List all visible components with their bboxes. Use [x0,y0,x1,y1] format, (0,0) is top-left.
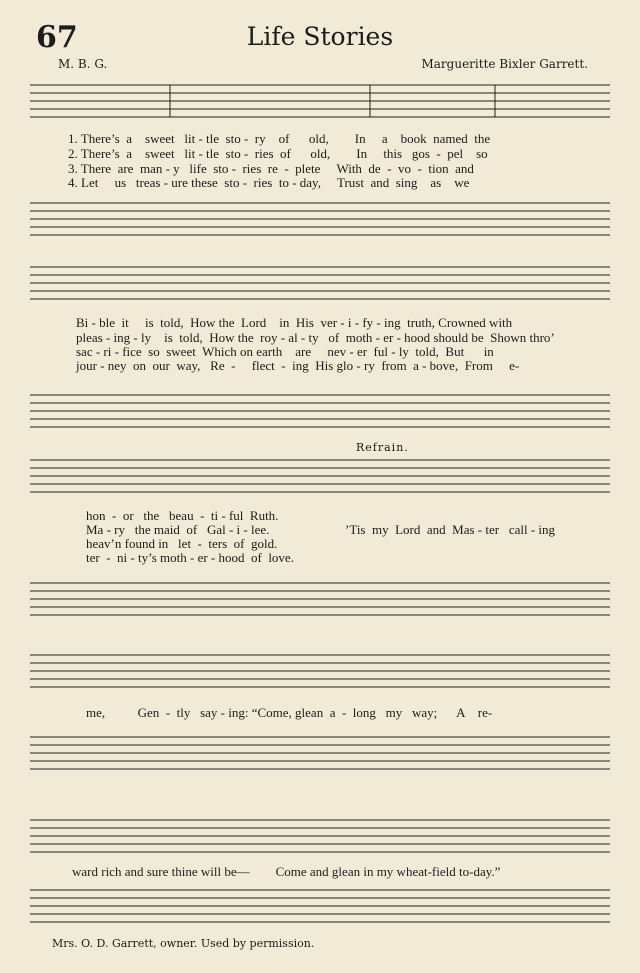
verse-1-line-1: 1. There’s a sweet lit - tle sto - ry of old, In a book named the [68,131,491,146]
treble-staff-4 [30,650,610,700]
verse-4-line-1: 4. Let us treas - ure these sto - ries to - day, Trust and sing as we [68,175,470,190]
verse-2-line-3: Ma - ry the maid of Gal - i - lee. [86,522,270,537]
verse-3-line-2: sac - ri - fice so sweet Which on earth are nev - er ful - ly told, But in [76,344,494,359]
refrain-line-3: ward rich and sure thine will be— Come and glean in my wheat-field to-day.” [72,864,501,879]
bass-staff-1 [30,198,610,243]
treble-staff-1 [30,80,610,130]
refrain-line-1: ’Tis my Lord and Mas - ter call - ing [345,522,556,537]
treble-staff-3 [30,455,610,505]
verse-2-line-1: 2. There’s a sweet lit - tle sto - ries of old, In this gos - pel so [68,146,488,161]
music-credit: M. B. G. [58,57,108,71]
footer-credit: Mrs. O. D. Garrett, owner. Used by permission. [52,937,315,950]
verse-1-line-3: hon - or the beau - ti - ful Ruth. [86,508,279,523]
verse-3-line-1: 3. There are man - y life sto - ries re - plete With de - vo - tion and [68,161,474,176]
verse-3-line-3: heav’n found in let - ters of gold. [86,536,278,551]
refrain-line-2: me, Gen - tly say - ing: “Come, glean a - long my way; A re- [86,705,493,720]
bass-staff-4 [30,732,610,777]
verse-4-line-3: ter - ni - ty’s moth - er - hood of love. [86,550,294,565]
words-credit: Margueritte Bixler Garrett. [421,57,588,71]
verse-1-line-2: Bi - ble it is told, How the Lord in His ver - i - fy - ing truth, Crowned with [76,315,513,330]
hymn-title: Life Stories [246,22,394,51]
verse-4-line-2: jour - ney on our way, Re - flect - ing His glo - ry from a - bove, From e- [76,358,520,373]
verse-2-line-2: pleas - ing - ly is told, How the roy - al - ty of moth - er - hood should be Shown thro’ [76,330,555,345]
treble-staff-2 [30,262,610,312]
treble-staff-5 [30,815,610,865]
hymn-number: 67 [36,20,78,55]
bass-staff-5 [30,885,610,930]
bass-staff-3 [30,578,610,623]
bass-staff-2 [30,390,610,435]
refrain-label: Refrain. [356,441,409,454]
